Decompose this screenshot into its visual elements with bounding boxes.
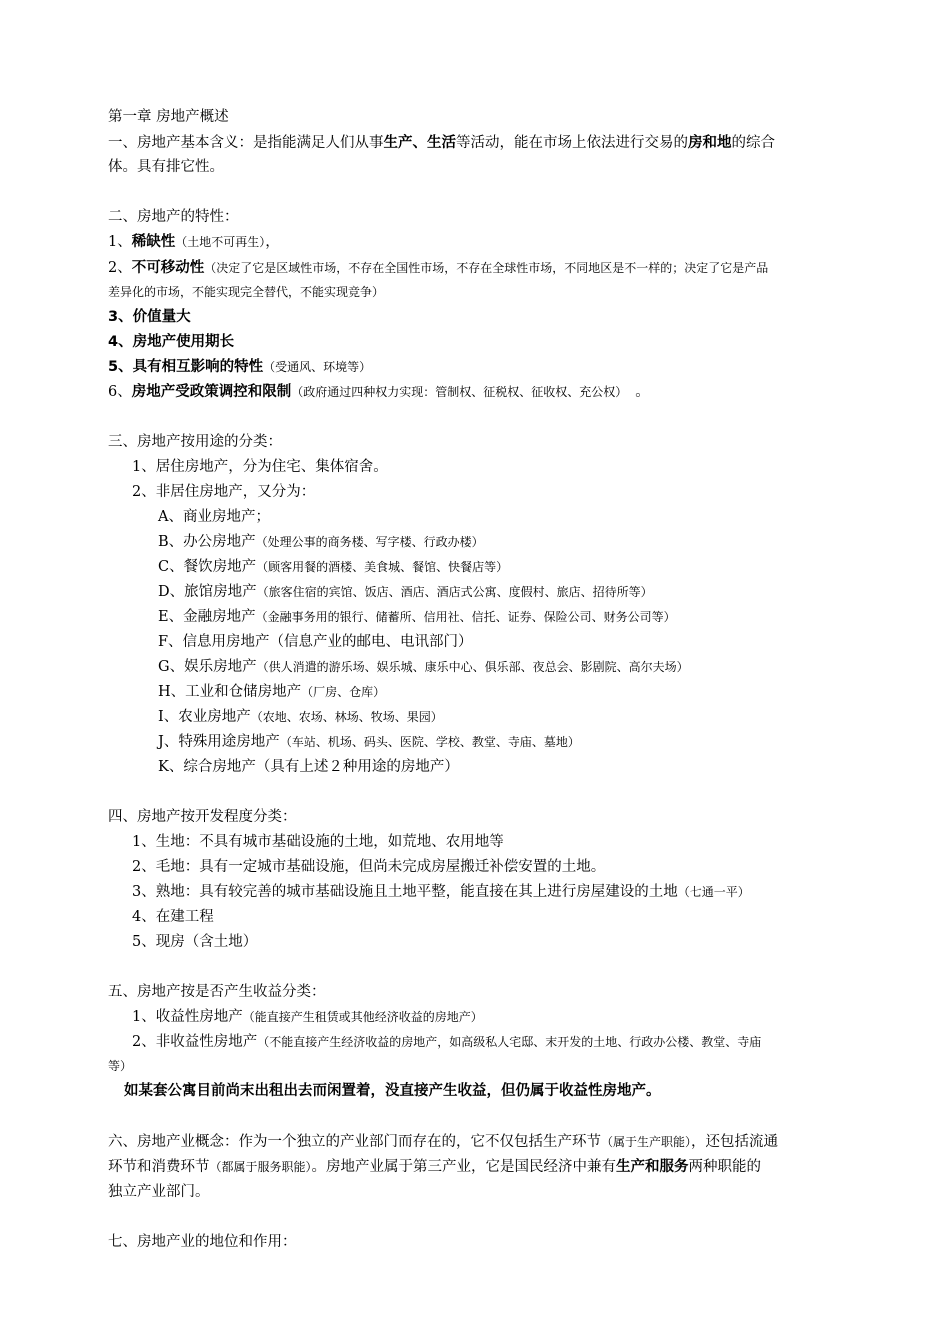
dev-under-construction: 4、在建工程	[132, 909, 214, 925]
use-item-e: E、金融房地产（金融事务用的银行、储蓄所、信用社、信托、证券、保险公司、财务公司等）	[158, 609, 676, 625]
use-item-a: A、商业房地产；	[158, 509, 270, 525]
property-5: 5、具有相互影响的特性（受通风、环境等）	[108, 359, 372, 375]
non-income-property: 2、非收益性房地产（不能直接产生经济收益的房地产，如高级私人宅邸、末开发的土地、行政办公楼、教堂、寺庙	[132, 1034, 762, 1050]
property-2: 2、不可移动性（决定了它是区域性市场，不存在全国性市场，不存在全球性市场，不同地区是不一样的；决定了它是产品	[108, 260, 769, 276]
property-6: 6、房地产受政策调控和限制（政府通过四种权力实现：管制权、征税权、征收权、充公权） 。	[108, 384, 650, 400]
use-item-k: K、综合房地产（具有上述２种用途的房地产）	[158, 759, 459, 775]
property-3: 3、价值量大	[108, 309, 191, 325]
use-item-i: I、农业房地产（农地、农场、林场、牧场、果园）	[158, 709, 443, 725]
dev-completed: 5、现房（含土地）	[132, 934, 258, 950]
section-7-heading: 七、房地产业的地位和作用：	[108, 1234, 297, 1250]
industry-concept-1: 六、房地产业概念：作为一个独立的产业部门而存在的，它不仅包括生产环节（属于生产职能），还包括流通	[108, 1134, 779, 1150]
section-3-heading: 三、房地产按用途的分类：	[108, 434, 282, 450]
chapter-title: 第一章 房地产概述	[108, 109, 229, 125]
use-item-g: G、娱乐房地产（供人消遣的游乐场、娱乐城、康乐中心、俱乐部、夜总会、影剧院、高尔夫场）	[158, 659, 689, 675]
definition-line-2: 体。具有排它性。	[108, 159, 224, 175]
use-item-h: H、工业和仓储房地产（厂房、仓库）	[158, 684, 386, 700]
definition-line-1: 一、房地产基本含义：是指能满足人们从事生产、生活等活动，能在市场上依法进行交易的房和地的综合	[108, 135, 775, 151]
emphasis-production-life: 生产、生活	[383, 135, 456, 151]
section-5-heading: 五、房地产按是否产生收益分类：	[108, 984, 326, 1000]
use-item-c: C、餐饮房地产（顾客用餐的酒楼、美食城、餐馆、快餐店等）	[158, 559, 509, 575]
emphasis-house-land: 房和地	[688, 135, 732, 151]
dev-improved-land: 3、熟地：具有较完善的城市基础设施且土地平整，能直接在其上进行房屋建设的土地（七通一平）	[132, 884, 750, 900]
industry-concept-2: 环节和消费环节（都属于服务职能）。房地产业属于第三产业，它是国民经济中兼有生产和服务两种职能的	[108, 1159, 762, 1175]
non-income-property-cont: 等）	[108, 1059, 133, 1073]
income-example: 如某套公寓目前尚末出租出去而闲置着，没直接产生收益，但仍属于收益性房地产。	[124, 1083, 661, 1099]
property-2-cont: 差异化的市场，不能实现完全替代，不能实现竞争）	[108, 285, 385, 299]
income-property: 1、收益性房地产（能直接产生租赁或其他经济收益的房地产）	[132, 1009, 483, 1025]
section-4-heading: 四、房地产按开发程度分类：	[108, 809, 297, 825]
property-4: 4、房地产使用期长	[108, 334, 235, 350]
use-residential: 1、居住房地产，分为住宅、集体宿舍。	[132, 459, 388, 475]
dev-rough-land: 2、毛地：具有一定城市基础设施，但尚未完成房屋搬迁补偿安置的土地。	[132, 859, 606, 875]
use-item-f: F、信息用房地产（信息产业的邮电、电讯部门）	[158, 634, 473, 650]
use-nonresidential: 2、非居住房地产，又分为：	[132, 484, 316, 500]
section-2-heading: 二、房地产的特性：	[108, 209, 239, 225]
dev-raw-land: 1、生地：不具有城市基础设施的土地，如荒地、农用地等	[132, 834, 504, 850]
use-item-d: D、旅馆房地产（旅客住宿的宾馆、饭店、酒店、酒店式公寓、度假村、旅店、招待所等）	[158, 584, 653, 600]
industry-concept-3: 独立产业部门。	[108, 1184, 210, 1200]
property-1: 1、稀缺性（土地不可再生），	[108, 234, 280, 250]
use-item-j: J、特殊用途房地产（车站、机场、码头、医院、学校、教堂、寺庙、墓地）	[158, 734, 580, 750]
use-item-b: B、办公房地产（处理公事的商务楼、写字楼、行政办楼）	[158, 534, 484, 550]
